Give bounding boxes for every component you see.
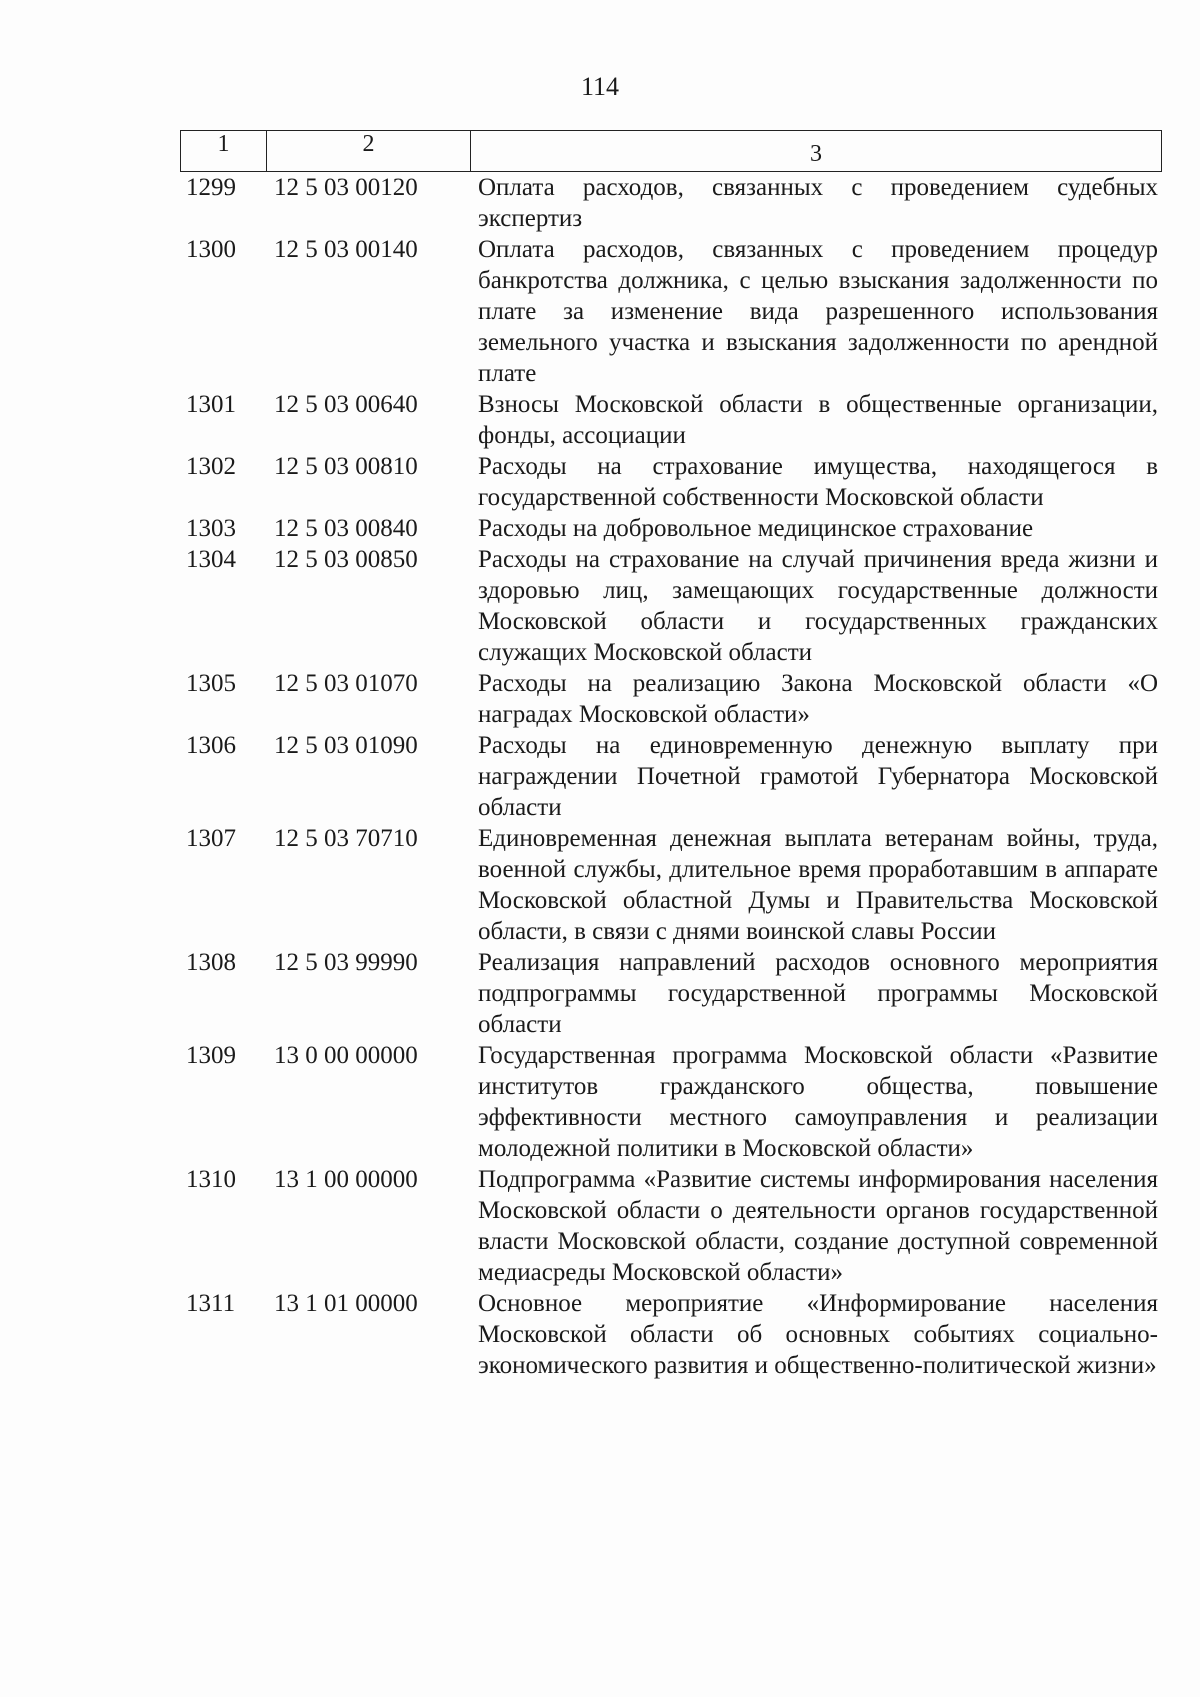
row-name: Расходы на страхование имущества, находящегося в государственной собственности Московской области	[478, 453, 1158, 511]
row-name: Взносы Московской области в общественные организации, фонды, ассоциации	[478, 391, 1158, 449]
row-name: Расходы на единовременную денежную выплату при награждении Почетной грамотой Губернатора Московской области	[478, 732, 1158, 821]
table-row	[176, 1164, 1166, 1288]
table-row	[176, 668, 1166, 730]
row-name: Государственная программа Московской области «Развитие институтов гражданского общества, повышение эффективности местного самоуправления и реализации молодежной политики в Московской области»	[478, 1042, 1158, 1162]
row-name: Основное мероприятие «Информирование населения Московской области об основных событиях социально-экономического развития и общественно-политической жизни»	[478, 1290, 1158, 1379]
row-number: 1310	[186, 1166, 236, 1193]
row-number: 1305	[186, 670, 236, 697]
row-name: Расходы на реализацию Закона Московской области «О наградах Московской области»	[478, 670, 1158, 728]
row-name: Реализация направлений расходов основного мероприятия подпрограммы государственной программы Московской области	[478, 949, 1158, 1038]
row-code: 12 5 03 01090	[274, 732, 418, 759]
row-number: 1301	[186, 391, 236, 418]
row-code: 12 5 03 00810	[274, 453, 418, 480]
row-number: 1300	[186, 236, 236, 263]
row-number: 1302	[186, 453, 236, 480]
row-number: 1308	[186, 949, 236, 976]
row-code: 13 0 00 00000	[274, 1042, 418, 1069]
row-name: Расходы на страхование на случай причинения вреда жизни и здоровью лиц, замещающих государственные должности Московской области и государственных гражданских служащих Московской области	[478, 546, 1158, 666]
row-number: 1309	[186, 1042, 236, 1069]
row-name: Подпрограмма «Развитие системы информирования населения Московской области о деятельности органов государственной власти Московской области, создание доступной современной медиасреды Московской области»	[478, 1166, 1158, 1286]
row-number: 1306	[186, 732, 236, 759]
table-row	[176, 823, 1166, 947]
row-number: 1304	[186, 546, 236, 573]
table-row	[176, 172, 1166, 234]
row-name: Расходы на добровольное медицинское страхование	[478, 515, 1034, 542]
table-row	[176, 730, 1166, 823]
row-code: 12 5 03 00840	[274, 515, 418, 542]
row-name: Оплата расходов, связанных с проведением судебных экспертиз	[478, 174, 1158, 232]
row-name: Оплата расходов, связанных с проведением процедур банкротства должника, с целью взыскания задолженности по плате за изменение вида разрешенного использования земельного участка и взыскания задолженности по арендной плате	[478, 236, 1158, 387]
table-row	[176, 1040, 1166, 1164]
row-code: 12 5 03 00850	[274, 546, 418, 573]
row-name: Единовременная денежная выплата ветеранам войны, труда, военной службы, длительное время проработавшим в аппарате Московской областной Думы и Правительства Московской области, в связи с днями воинской славы России	[478, 825, 1158, 945]
row-number: 1311	[186, 1290, 236, 1317]
table-row	[176, 234, 1166, 389]
row-number: 1307	[186, 825, 236, 852]
page-number: 114	[580, 72, 620, 101]
table-row	[176, 451, 1166, 513]
table-row	[176, 947, 1166, 1040]
table-row	[176, 1288, 1166, 1381]
row-code: 12 5 03 01070	[274, 670, 418, 697]
row-number: 1303	[186, 515, 236, 542]
row-code: 13 1 00 00000	[274, 1166, 418, 1193]
table-header	[180, 130, 1162, 172]
row-code: 13 1 01 00000	[274, 1290, 418, 1317]
row-code: 12 5 03 99990	[274, 949, 418, 976]
table-row	[176, 544, 1166, 668]
row-code: 12 5 03 00120	[274, 174, 418, 201]
row-code: 12 5 03 70710	[274, 825, 418, 852]
header-col-3: 3	[810, 141, 822, 167]
row-code: 12 5 03 00140	[274, 236, 418, 263]
table-row	[176, 513, 1166, 544]
row-code: 12 5 03 00640	[274, 391, 418, 418]
table-row	[176, 389, 1166, 451]
row-number: 1299	[186, 174, 236, 201]
header-col-2: 2	[267, 131, 471, 171]
table-body	[176, 172, 1166, 1381]
header-col-1: 1	[181, 131, 267, 171]
